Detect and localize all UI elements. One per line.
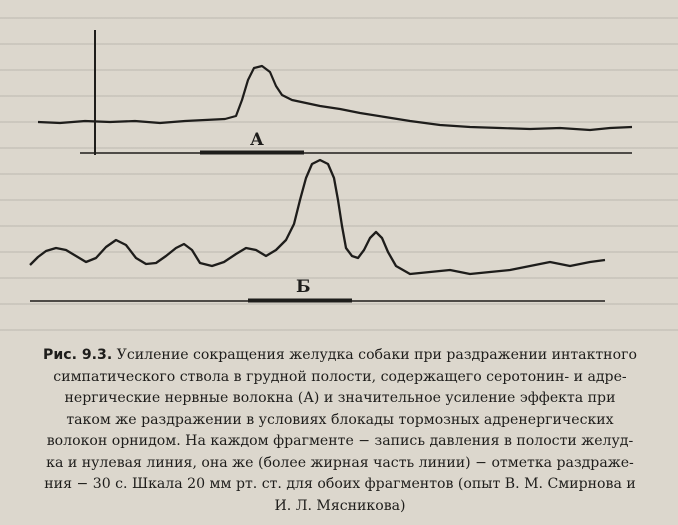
caption-line-2: симпатического ствола в грудной полости, содержащего серотонин- и адре- <box>53 368 627 385</box>
caption-line-1-text: Усиление сокращения желудка собаки при раздражении интактного <box>112 347 637 363</box>
figure-caption <box>10 345 670 517</box>
caption-line-8: И. Л. Мясникова) <box>274 497 406 514</box>
caption-line-5: волокон орнидом. На каждом фрагменте − запись давления в полости желуд- <box>46 433 634 449</box>
panel-label-a: А <box>250 130 264 150</box>
caption-line-1 <box>10 345 670 367</box>
panel-label-b: Б <box>296 277 311 297</box>
caption-line-6: ка и нулевая линия, она же (более жирная часть линии) − отметка раздраже- <box>46 454 634 471</box>
trace-b <box>30 160 605 274</box>
caption-line-7: ния − 30 с. Шкала 20 мм рт. ст. для обоих фрагментов (опыт В. М. Смирнова и <box>44 476 636 492</box>
trace-a <box>38 66 632 130</box>
caption-figure-number: Рис. 9.3. <box>43 347 113 363</box>
caption-line-3: нергические нервные волокна (А) и значительное усиление эффекта при <box>64 390 616 406</box>
caption-line-4: таком же раздражении в условиях блокады тормозных адренергических <box>66 411 614 428</box>
